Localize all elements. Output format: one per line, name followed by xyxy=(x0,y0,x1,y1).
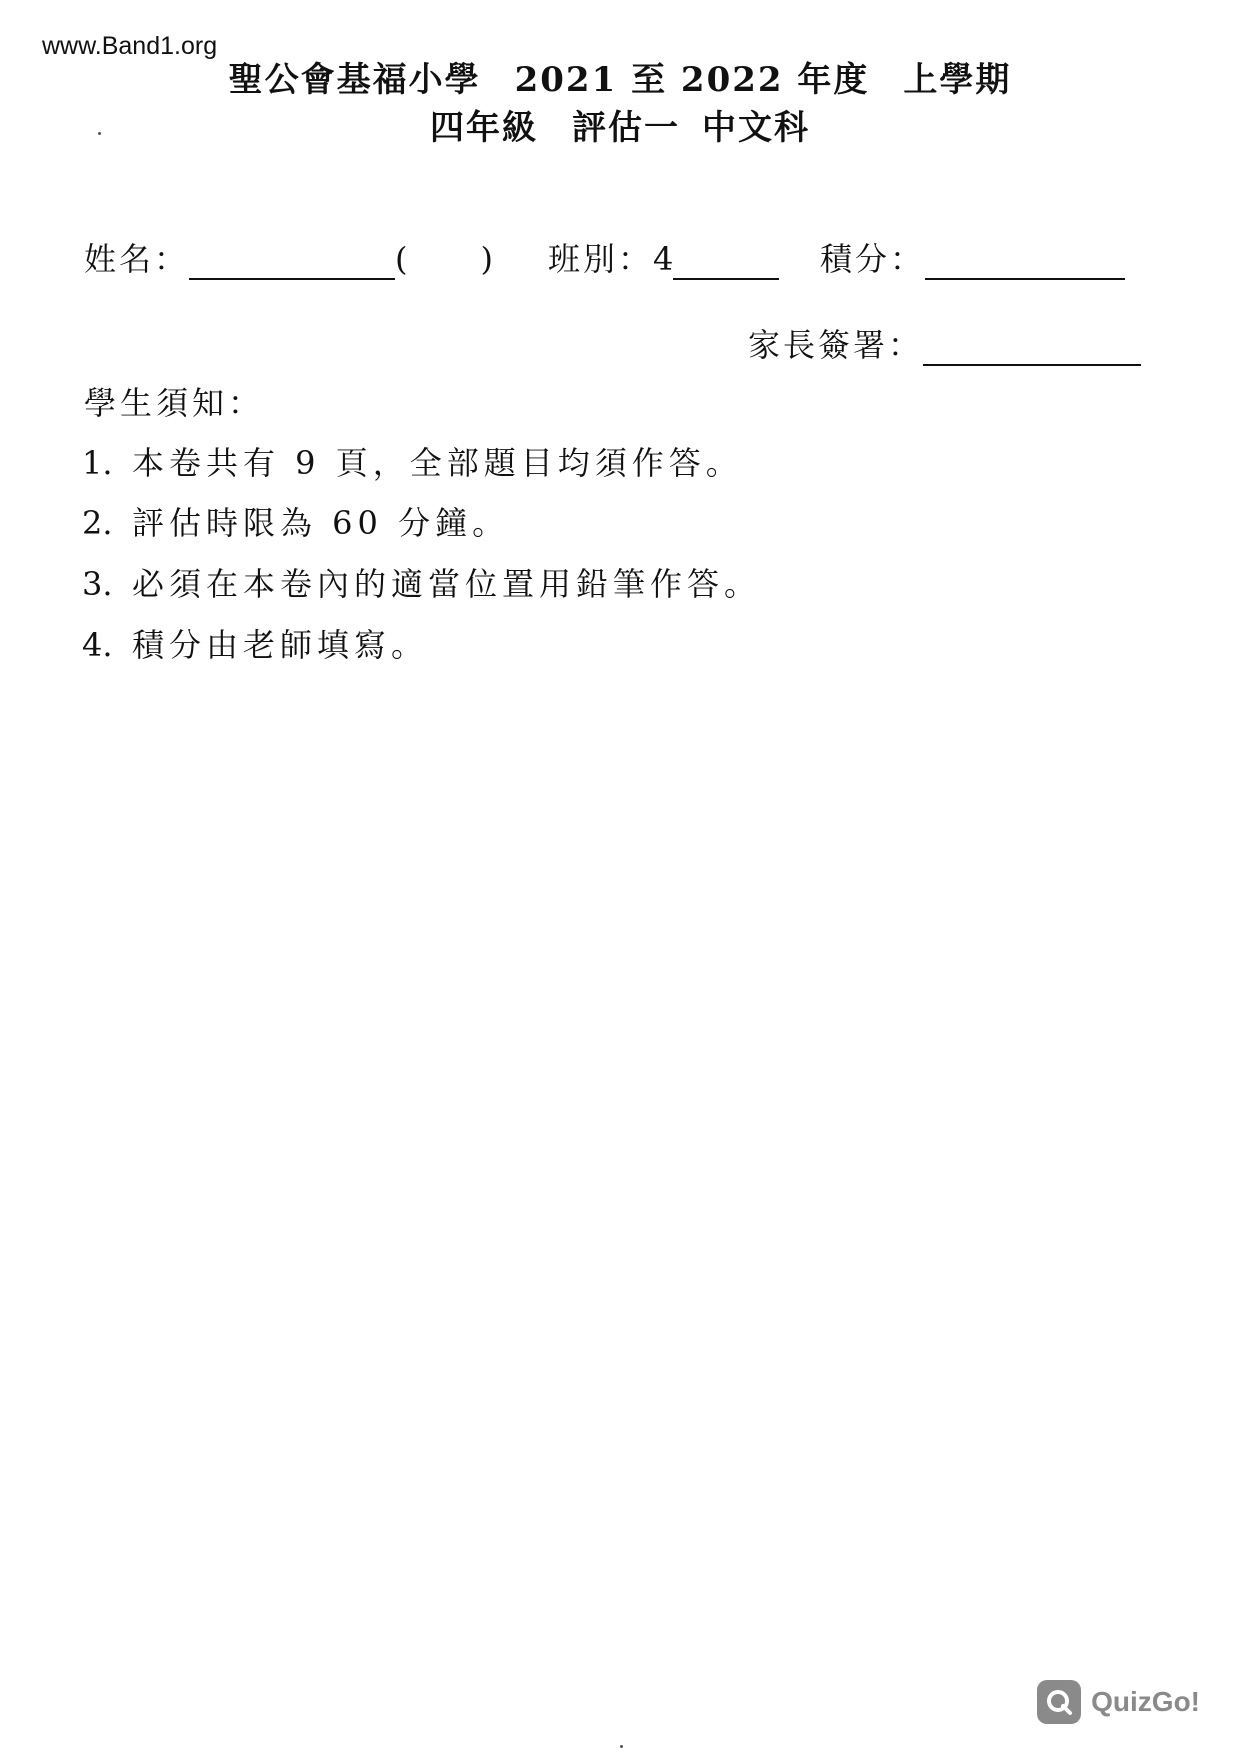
class-prefix: 4 xyxy=(653,240,674,278)
class-label: 班別： xyxy=(548,240,654,278)
quizgo-brand: QuizGo! xyxy=(1091,1686,1200,1717)
quizgo-logo-icon xyxy=(1037,1680,1081,1724)
instruction-item xyxy=(82,620,428,666)
name-label: 姓名： xyxy=(84,240,190,278)
scan-speck xyxy=(98,132,101,135)
school-name: 聖公會基福小學 xyxy=(228,60,481,100)
paren-close: ) xyxy=(480,240,496,278)
instructions-heading: 學生須知： xyxy=(84,384,265,422)
school-year: 2021 至 2022 年度 xyxy=(514,60,870,100)
grade: 四年級 xyxy=(430,108,538,148)
name-blank[interactable] xyxy=(189,248,395,280)
instruction-item xyxy=(82,438,743,484)
parent-sign-field xyxy=(748,320,1141,366)
instruction-item xyxy=(82,559,761,605)
instruction-text: 評估時限為 60 分鐘。 xyxy=(132,504,510,542)
class-field xyxy=(548,234,779,280)
class-blank[interactable] xyxy=(673,248,779,280)
assessment: 評估一 xyxy=(572,108,680,148)
paren-open: ( xyxy=(395,240,411,278)
title-line-1 xyxy=(0,52,1240,101)
instruction-number: 1. xyxy=(82,444,113,482)
score-field xyxy=(820,234,1125,280)
student-info-row xyxy=(84,234,496,280)
instruction-number: 4. xyxy=(82,626,113,664)
score-blank[interactable] xyxy=(925,248,1125,280)
instruction-number: 2. xyxy=(82,504,113,542)
scan-speck xyxy=(620,1745,623,1748)
score-label: 積分： xyxy=(820,240,926,278)
parent-sign-label: 家長簽署： xyxy=(748,326,924,364)
instruction-item xyxy=(82,498,509,544)
quizgo-watermark xyxy=(1037,1680,1200,1724)
instruction-text: 必須在本卷內的適當位置用鉛筆作答。 xyxy=(132,565,762,603)
subject: 中文科 xyxy=(702,108,810,148)
term: 上學期 xyxy=(903,60,1012,100)
watermark-site: www.Band1.org xyxy=(42,32,218,60)
title-line-2 xyxy=(0,100,1240,149)
instruction-text: 本卷共有 9 頁，全部題目均須作答。 xyxy=(132,444,743,482)
instruction-text: 積分由老師填寫。 xyxy=(132,626,429,664)
instruction-number: 3. xyxy=(82,565,113,603)
parent-sign-blank[interactable] xyxy=(923,334,1141,366)
